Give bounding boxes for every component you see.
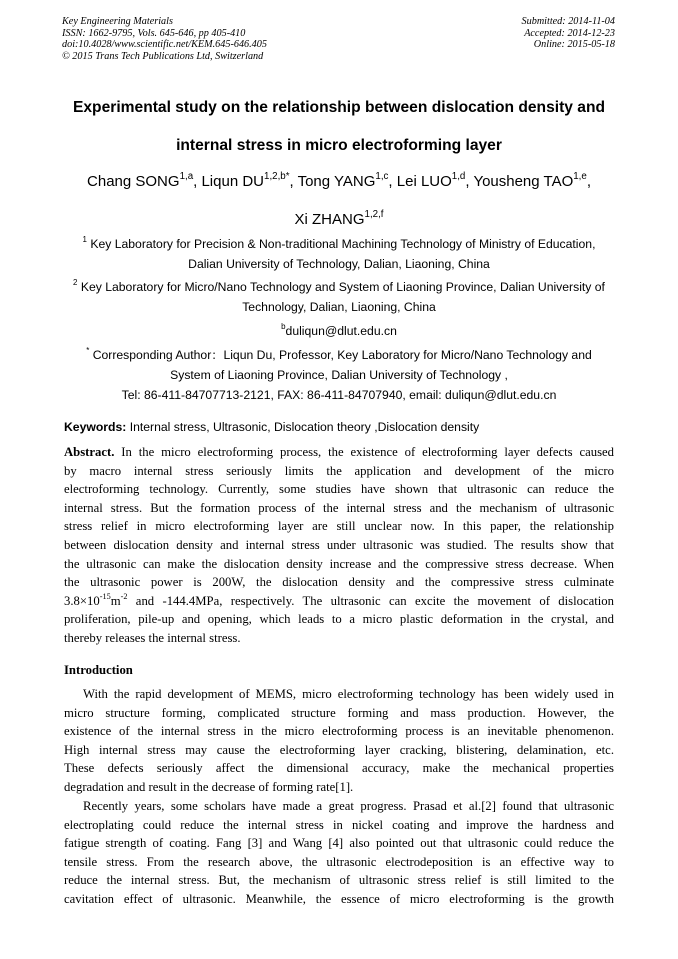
author-line: [40, 163, 638, 201]
exponent: -15: [99, 591, 111, 601]
abstract-line: proliferation, pile-up and opening, which leads to a micro plastic deformation in the crystal, and: [64, 612, 614, 627]
abstract-line: by macro internal stress seriously limits the application and development of the micro: [64, 463, 614, 478]
affiliation-sup: 2: [73, 278, 78, 288]
abstract-line: internal stress. But the formation process of the internal stress and the mechanism of ultrasonic: [64, 500, 614, 515]
paragraph-line: existence of the internal stress in the micro electroforming process is an inevitable phenomenon.: [64, 724, 614, 739]
abstract-text: m: [110, 593, 121, 608]
abstract-text: and -144.4MPa, respectively. The ultrasonic can excite the movement of dislocation: [127, 593, 614, 608]
author-list: [40, 163, 638, 239]
paragraph-line: High internal stress may cause the electroforming layer cracking, blistering, delamination, etc.: [64, 742, 614, 757]
abstract-text: 3.8×10: [64, 593, 100, 608]
paragraph-line: cavitation effect of ultrasonic. Meanwhile, the essence of micro electroforming is the growth: [64, 891, 614, 906]
journal-copyright: © 2015 Trans Tech Publications Ltd, Switzerland: [62, 50, 264, 62]
author-sup: 1,e: [573, 171, 587, 183]
abstract-text: In the micro electroforming process, the existence of electroforming layer defects caused: [114, 445, 614, 459]
paragraph-line: Recently years, some scholars have made a great progress. Prasad et al.[2] found that ultrasonic: [83, 799, 614, 813]
submitted-date: Submitted: 2014-11-04: [521, 16, 615, 27]
corresponding-sup: *: [86, 346, 90, 356]
author-sep: ,: [465, 173, 474, 190]
affiliation-line: Dalian University of Technology, Dalian, Liaoning, China: [188, 257, 490, 271]
author-name: Chang SONG: [87, 173, 180, 190]
keywords-label: Keywords:: [64, 420, 127, 434]
author-name: Liqun DU: [201, 173, 265, 190]
author-sep: ,: [388, 173, 397, 190]
abstract-line: the ultrasonic power is 200W, the dislocation density and the compressive stress culminate: [64, 575, 614, 590]
abstract-line: [64, 592, 614, 611]
section-heading-introduction: Introduction: [64, 663, 133, 677]
affiliation-line: Technology, Dalian, Liaoning, China: [242, 300, 436, 314]
abstract-line: between dislocation density and internal stress under ultrasonic was studied. The results show that: [64, 537, 614, 552]
submission-dates: [522, 16, 615, 51]
email-sup: b: [281, 322, 286, 332]
email-line: [40, 321, 638, 341]
keywords: [64, 417, 479, 437]
author-sup: 1,d: [451, 171, 466, 183]
abstract: [64, 443, 614, 648]
email-address[interactable]: duliqun@dlut.edu.cn: [285, 324, 397, 338]
corresponding-line: System of Liaoning Province, Dalian University of Technology ,: [170, 368, 508, 382]
paragraph-line: degradation and result in the decrease of forming rate[1].: [64, 779, 354, 794]
affiliation-2: [40, 277, 638, 317]
introduction-paragraph-1: [64, 685, 614, 797]
keywords-text: Internal stress, Ultrasonic, Dislocation theory ,Dislocation density: [126, 420, 480, 434]
paragraph-line: electroplating could reduce the internal stress in nickel coating and improve the hardness and: [64, 817, 614, 832]
journal-info: [62, 16, 267, 62]
journal-name: Key Engineering Materials: [62, 16, 173, 27]
paragraph-line: micro structure forming, complicated structure forming and mass production. However, the: [64, 705, 614, 720]
abstract-line: electroforming technology. Currently, some studies have shown that ultrasonic can reduce the: [64, 482, 614, 497]
abstract-line: stress relief in micro electroforming layer are still unclear now. In this paper, the relationship: [64, 519, 614, 534]
introduction-paragraph-2: [64, 797, 614, 909]
paper-title: [40, 89, 638, 165]
abstract-line: [64, 443, 614, 462]
author-sup: 1,2,f: [364, 209, 384, 221]
exponent: -2: [120, 591, 128, 601]
affiliation-line: [40, 234, 638, 254]
corresponding-line: Tel: 86-411-84707713-2121, FAX: 86-411-84707940, email: duliqun@dlut.edu.cn: [121, 388, 557, 402]
author-sep: ,: [586, 173, 591, 190]
affiliation-1: [40, 234, 638, 274]
affiliation-sup: 1: [82, 235, 87, 245]
corresponding-text: Corresponding Author：Liqun Du, Professor, Key Laboratory for Micro/Nano Technology and: [89, 348, 592, 362]
paragraph-line: These defects seriously affect the dimensional accuracy, make the mechanical properties: [64, 761, 614, 776]
author-name: Lei LUO: [396, 173, 452, 190]
author-sup: 1,2,b*: [264, 171, 290, 183]
affiliation-text: Key Laboratory for Micro/Nano Technology and System of Liaoning Province, Dalian University of: [77, 280, 605, 294]
paragraph-line: With the rapid development of MEMS, micro electroforming technology has been widely used in: [83, 687, 614, 701]
author-sep: ,: [193, 173, 202, 190]
author-sep: ,: [289, 173, 298, 190]
author-name: Tong YANG: [297, 173, 376, 190]
abstract-line: thereby releases the internal stress.: [64, 630, 241, 645]
corresponding-line: [40, 345, 638, 365]
title-line: Experimental study on the relationship between dislocation density and: [72, 99, 605, 116]
title-line: internal stress in micro electroforming layer: [176, 137, 502, 154]
online-date: Online: 2015-05-18: [533, 39, 615, 51]
journal-doi: doi:10.4028/www.scientific.net/KEM.645-646.405: [62, 39, 267, 51]
author-sup: 1,a: [179, 171, 194, 183]
paragraph-line: fatigue strength of coating. Fang [3] and Wang [4] also pointed out that ultrasonic could reduce the: [64, 836, 614, 851]
author-name: Yousheng TAO: [473, 173, 574, 190]
paragraph-line: tensile stress. From the research above, the ultrasonic electrodeposition is an effective way to: [64, 854, 614, 869]
abstract-label: Abstract.: [64, 445, 115, 459]
author-sup: 1,c: [375, 171, 389, 183]
journal-issn: ISSN: 1662-9795, Vols. 645-646, pp 405-410: [62, 27, 246, 39]
author-name: Xi ZHANG: [294, 211, 365, 228]
accepted-date: Accepted: 2014-12-23: [524, 27, 615, 39]
abstract-line: the ultrasonic can make the dislocation density increase and the compressive stress decrease. When: [64, 556, 614, 571]
email-row: [40, 321, 638, 341]
paragraph-line: reduce the internal stress. But, the mechanism of ultrasonic stress relief is still limited to the: [64, 873, 614, 888]
corresponding-author: [40, 345, 638, 405]
affiliation-line: [40, 277, 638, 297]
affiliation-text: Key Laboratory for Precision & Non-traditional Machining Technology of Ministry of Education,: [86, 237, 596, 251]
